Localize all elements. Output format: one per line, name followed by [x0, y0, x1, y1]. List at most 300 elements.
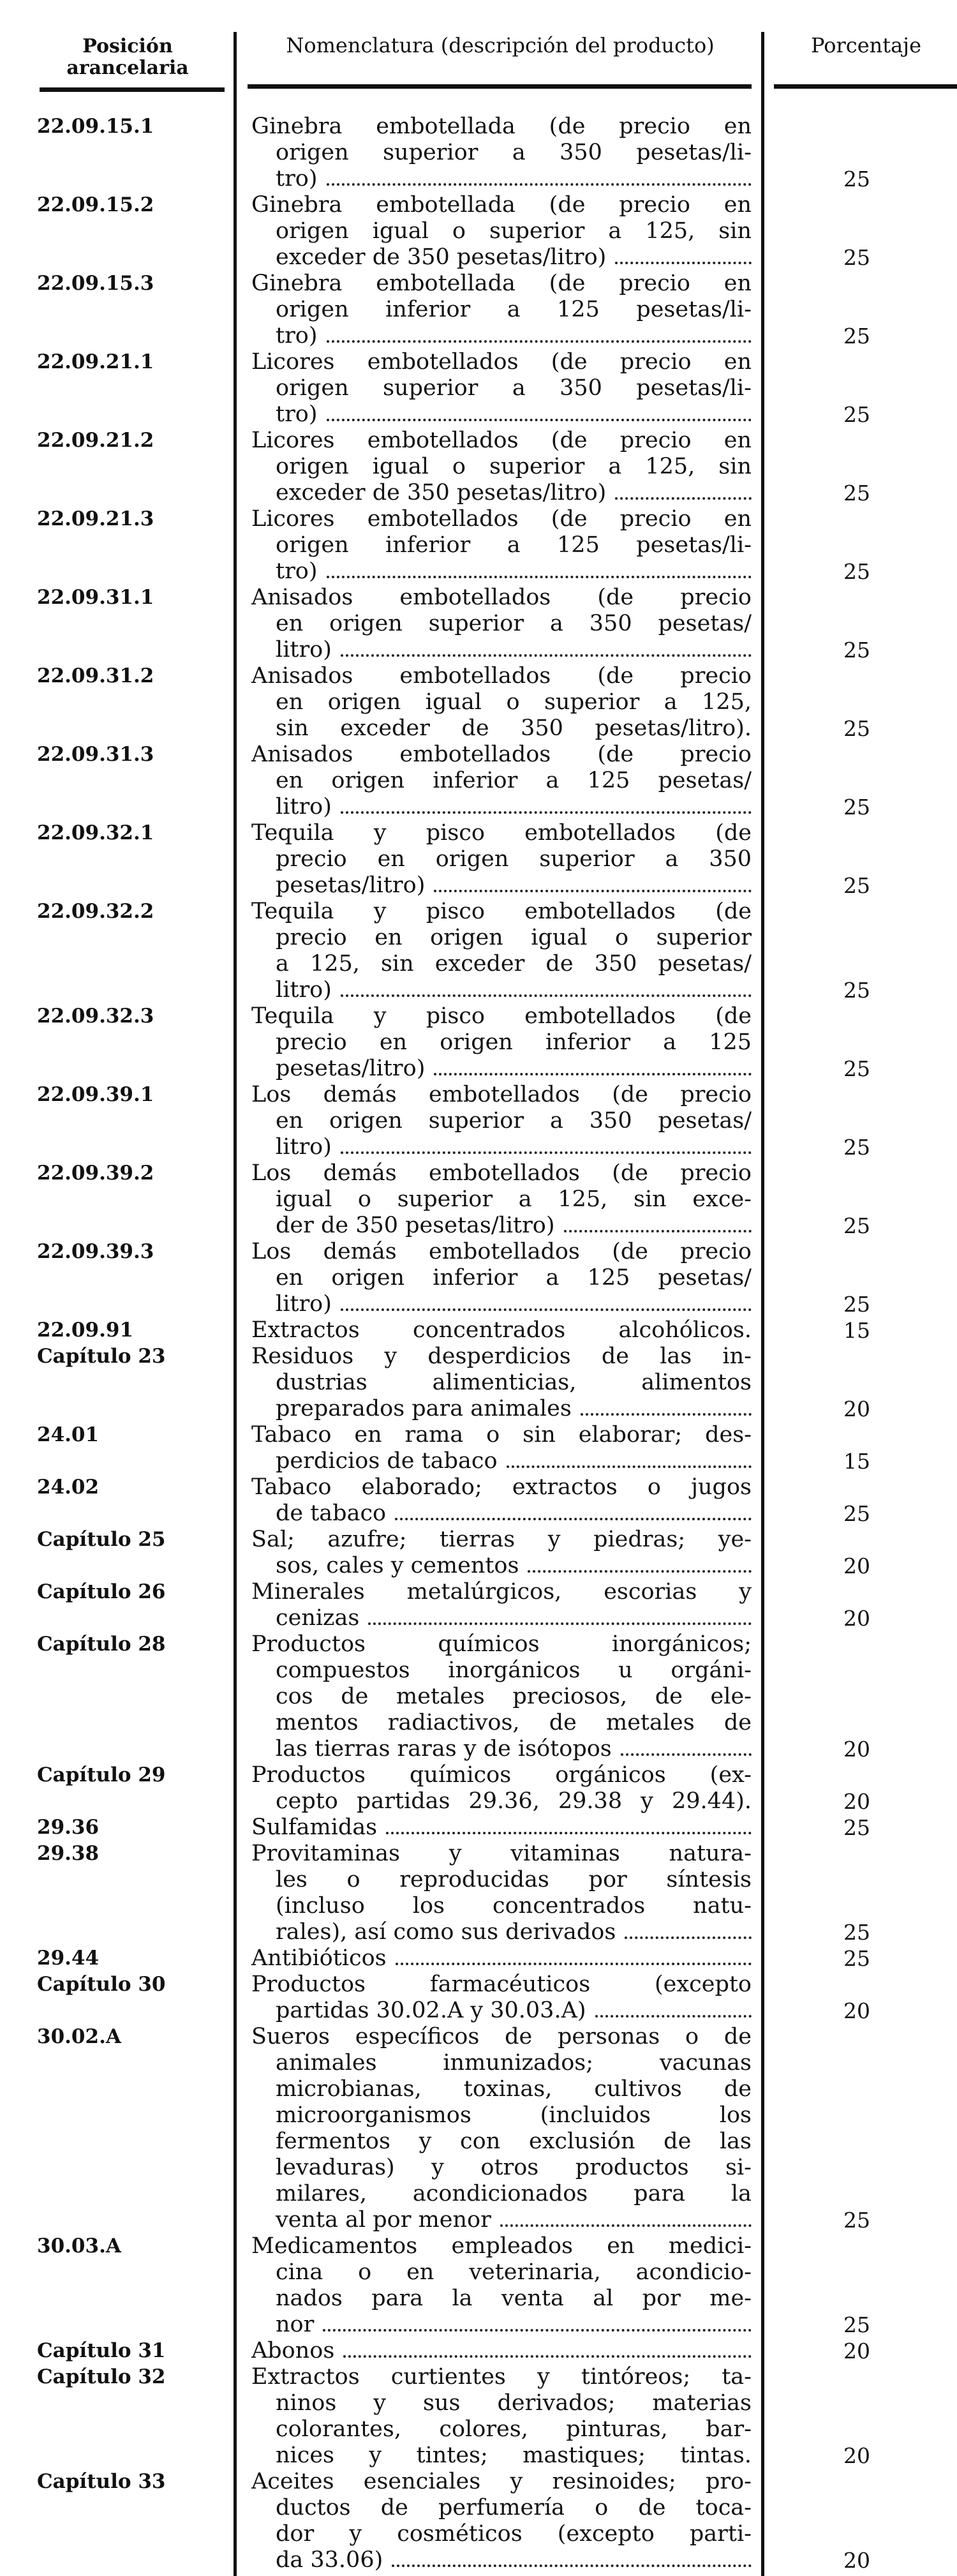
tariff-code-empty	[0, 2050, 237, 2076]
tariff-code-empty	[0, 977, 237, 1003]
dot-leader	[434, 890, 752, 892]
tariff-code: Capítulo 26	[37, 1580, 166, 1603]
table-row-line	[0, 1553, 957, 1579]
tariff-code-empty	[0, 2390, 237, 2416]
table-row-line	[0, 2259, 957, 2286]
table-row-line	[0, 794, 957, 820]
tariff-code-empty	[0, 1710, 237, 1736]
description-cell	[237, 1945, 763, 1972]
table-row-line	[0, 872, 957, 899]
description-cell	[237, 637, 763, 663]
tariff-code-empty	[0, 323, 237, 349]
table-row-line	[0, 506, 957, 532]
header-position: Posición arancelaria	[66, 35, 189, 79]
table-row-line	[0, 846, 957, 872]
description-line: Tequila y pisco embotellados (de	[251, 899, 752, 924]
dot-leader	[615, 262, 752, 264]
tariff-code: 22.09.15.3	[37, 272, 154, 295]
description-cell	[237, 1762, 763, 1788]
table-row-line	[0, 2364, 957, 2390]
table-row-line	[0, 297, 957, 323]
description-cell	[237, 2181, 763, 2207]
percentage: 25	[843, 978, 870, 1003]
dot-leader	[392, 2565, 752, 2567]
description-line: Licores embotellados (de precio en	[251, 506, 752, 532]
percentage-empty	[763, 2076, 957, 2102]
description-cell	[237, 1527, 763, 1553]
tariff-code-empty	[0, 637, 237, 663]
table-row-line	[0, 2233, 957, 2259]
description-cell	[237, 2076, 763, 2102]
description-cell	[237, 2416, 763, 2443]
tariff-code: 30.02.A	[37, 2025, 121, 2048]
percentage: 20	[843, 1554, 870, 1578]
description-cell	[237, 611, 763, 637]
percentage-empty	[763, 742, 957, 768]
description-line: en origen inferior a 125 pesetas/	[276, 1265, 752, 1291]
description-line: compuestos inorgánicos u orgáni-	[276, 1658, 752, 1683]
description-line: nados para la venta al por me-	[276, 2286, 752, 2311]
percentage: 20	[843, 2443, 870, 2468]
description-cell	[237, 820, 763, 846]
table-row-line	[0, 1631, 957, 1658]
description-line: origen superior a 350 pesetas/li-	[276, 375, 752, 401]
description-line: Sueros específicos de personas o de	[251, 2024, 752, 2049]
header-description: Nomenclatura (descripción del producto)	[286, 33, 715, 57]
dot-leader	[396, 1963, 752, 1965]
table-row-line	[0, 1762, 957, 1788]
description-line: precio en origen inferior a 125	[276, 1030, 752, 1055]
dot-leader	[341, 1308, 752, 1311]
description-cell	[237, 2312, 763, 2338]
percentage-empty	[763, 2259, 957, 2286]
description-cell	[237, 1998, 763, 2024]
description-cell	[237, 1631, 763, 1658]
tariff-code-empty	[0, 1291, 237, 1317]
table-row-line	[0, 166, 957, 192]
table-row-line	[0, 401, 957, 428]
tariff-code-empty	[0, 532, 237, 558]
table-row-line	[0, 2286, 957, 2312]
percentage: 25	[843, 324, 870, 348]
percentage-empty	[763, 2390, 957, 2416]
table-row-line	[0, 742, 957, 768]
description-cell	[237, 925, 763, 951]
percentage-empty	[763, 532, 957, 558]
percentage: 20	[843, 1606, 870, 1631]
description-line: (incluso los concentrados natu-	[276, 1893, 752, 1919]
description-cell	[237, 1684, 763, 1710]
table-row-line	[0, 2207, 957, 2233]
dot-leader	[564, 1230, 752, 1232]
tariff-code-empty	[0, 1605, 237, 1631]
tariff-code-empty	[0, 2181, 237, 2207]
dot-leader	[341, 994, 752, 997]
tariff-code-empty	[0, 1056, 237, 1082]
tariff-code-empty	[0, 1370, 237, 1396]
dot-leader	[327, 340, 752, 343]
table-row-line	[0, 349, 957, 375]
percentage-empty	[763, 1265, 957, 1291]
table-row-line	[0, 375, 957, 401]
table-row-line	[0, 1108, 957, 1134]
description-cell	[237, 1291, 763, 1317]
description-cell	[237, 977, 763, 1003]
percentage: 20	[843, 2339, 870, 2363]
description-line: microorganismos (incluidos los	[276, 2102, 752, 2128]
description-line: tro)	[276, 401, 318, 427]
table-row-line	[0, 1736, 957, 1762]
dot-leader	[500, 2224, 752, 2227]
percentage: 25	[843, 167, 870, 191]
dot-leader	[343, 2355, 752, 2358]
percentage-empty	[763, 1893, 957, 1919]
tariff-code-empty	[0, 1867, 237, 1893]
percentage: 25	[843, 2312, 870, 2337]
description-cell	[237, 2024, 763, 2050]
description-cell	[237, 244, 763, 271]
table-row-line	[0, 768, 957, 794]
percentage-empty	[763, 951, 957, 977]
table-row-line	[0, 1605, 957, 1631]
description-line: Tabaco elaborado; extractos o jugos	[251, 1474, 752, 1500]
percentage-empty	[763, 925, 957, 951]
description-cell	[237, 375, 763, 401]
tariff-code-empty	[0, 715, 237, 742]
tariff-code-empty	[0, 375, 237, 401]
description-cell	[237, 1788, 763, 1815]
percentage-empty	[763, 1187, 957, 1213]
table-row-line	[0, 977, 957, 1003]
description-line: Anisados embotellados (de precio	[251, 663, 752, 689]
table-row-line	[0, 2416, 957, 2443]
tariff-code-empty	[0, 1187, 237, 1213]
table-row-line	[0, 271, 957, 297]
tariff-code-empty	[0, 140, 237, 166]
dot-leader	[581, 1413, 752, 1416]
tariff-code-empty	[0, 768, 237, 794]
percentage-empty	[763, 1474, 957, 1501]
tariff-code-empty	[0, 2286, 237, 2312]
description-cell	[237, 271, 763, 297]
percentage-empty	[763, 349, 957, 375]
description-cell	[237, 1893, 763, 1919]
description-cell	[237, 1815, 763, 1841]
description-line: pesetas/litro)	[276, 1056, 426, 1081]
tariff-code-empty	[0, 1658, 237, 1684]
tariff-code: 22.09.21.3	[37, 507, 154, 530]
percentage-empty	[763, 1239, 957, 1265]
description-cell	[237, 1056, 763, 1082]
percentage-empty	[763, 1867, 957, 1893]
description-cell	[237, 2129, 763, 2155]
tariff-code-empty	[0, 1736, 237, 1762]
description-cell	[237, 480, 763, 506]
dot-leader	[327, 576, 752, 578]
header-percentage: Porcentaje	[810, 33, 922, 57]
percentage-empty	[763, 2155, 957, 2181]
description-line: preparados para animales	[276, 1396, 572, 1421]
description-line: litro)	[276, 794, 332, 820]
table-row-line	[0, 2181, 957, 2207]
description-cell	[237, 1187, 763, 1213]
tariff-code: 22.09.39.2	[37, 1162, 154, 1185]
tariff-code-empty	[0, 1213, 237, 1239]
table-row-line	[0, 2076, 957, 2102]
description-line: igual o superior a 125, sin exce-	[276, 1187, 752, 1212]
tariff-code: 24.02	[37, 1476, 100, 1499]
dot-leader	[395, 1518, 752, 1520]
dot-leader	[528, 1570, 752, 1573]
tariff-code-empty	[0, 611, 237, 637]
tariff-code: Capítulo 28	[37, 1633, 166, 1656]
percentage-empty	[763, 297, 957, 323]
description-line: Productos farmacéuticos (excepto	[251, 1972, 752, 1997]
table-row-line	[0, 1684, 957, 1710]
tariff-table-body	[0, 114, 957, 2573]
description-cell	[237, 1134, 763, 1160]
tariff-code-empty	[0, 2129, 237, 2155]
tariff-code-empty	[0, 1998, 237, 2024]
table-row-line	[0, 428, 957, 454]
table-row-line	[0, 218, 957, 244]
table-row-line	[0, 1291, 957, 1317]
description-cell	[237, 1736, 763, 1762]
table-row-line	[0, 532, 957, 558]
tariff-code-empty	[0, 401, 237, 428]
description-cell	[237, 1396, 763, 1422]
percentage-empty	[763, 1422, 957, 1448]
description-line: en origen igual o superior a 125,	[276, 689, 752, 715]
percentage-empty	[763, 2181, 957, 2207]
table-row-line	[0, 323, 957, 349]
description-cell	[237, 192, 763, 218]
description-line: sin exceder de 350 pesetas/litro).	[276, 715, 752, 741]
description-line: Extractos curtientes y tintóreos; ta-	[251, 2364, 752, 2390]
percentage-empty	[763, 689, 957, 715]
tariff-code: Capítulo 23	[37, 1345, 166, 1368]
tariff-code-empty	[0, 1788, 237, 1815]
description-line: ninos y sus derivados; materias	[276, 2390, 752, 2416]
percentage-empty	[763, 454, 957, 480]
table-row-line	[0, 1893, 957, 1919]
percentage: 25	[843, 1815, 870, 1840]
description-line: litro)	[276, 1134, 332, 1160]
table-row-line	[0, 1945, 957, 1972]
description-cell	[237, 401, 763, 428]
description-line: Productos químicos orgánicos (ex-	[251, 1762, 752, 1788]
tariff-code: 22.09.31.1	[37, 586, 154, 609]
table-row-line	[0, 1710, 957, 1736]
tariff-code: Capítulo 30	[37, 1973, 166, 1996]
percentage: 20	[843, 1789, 870, 1814]
description-cell	[237, 1553, 763, 1579]
table-row-line	[0, 585, 957, 611]
description-line: venta al por menor	[276, 2207, 491, 2233]
tariff-code-empty	[0, 951, 237, 977]
tariff-code-empty	[0, 2076, 237, 2102]
description-line: milares, acondicionados para la	[276, 2181, 752, 2206]
percentage-empty	[763, 114, 957, 140]
table-row-line	[0, 1527, 957, 1553]
description-cell	[237, 297, 763, 323]
tariff-code-empty	[0, 244, 237, 271]
description-line: Ginebra embotellada (de precio en	[251, 271, 752, 296]
description-line: partidas 30.02.A y 30.03.A)	[276, 1998, 586, 2023]
description-line: de tabaco	[276, 1501, 387, 1526]
table-row-line	[0, 1867, 957, 1893]
percentage: 25	[843, 1213, 870, 1238]
percentage: 25	[843, 1501, 870, 1526]
percentage: 20	[843, 1737, 870, 1762]
tariff-code-empty	[0, 480, 237, 506]
percentage-empty	[763, 768, 957, 794]
description-line: cenizas	[276, 1605, 360, 1631]
description-cell	[237, 1972, 763, 1998]
percentage: 25	[843, 873, 870, 898]
table-row-line	[0, 2469, 957, 2495]
tariff-code: 22.09.39.1	[37, 1083, 154, 1106]
percentage-empty	[763, 2050, 957, 2076]
description-cell	[237, 585, 763, 611]
tariff-code: Capítulo 31	[37, 2339, 166, 2362]
tariff-code-empty	[0, 454, 237, 480]
tariff-code-empty	[0, 2207, 237, 2233]
percentage: 25	[843, 795, 870, 820]
tariff-code: 22.09.15.2	[37, 193, 154, 216]
tariff-code-empty	[0, 1108, 237, 1134]
table-row-line	[0, 2495, 957, 2521]
dot-leader	[341, 1151, 752, 1154]
percentage-empty	[763, 1710, 957, 1736]
header-rule-left	[40, 87, 225, 92]
tariff-code-empty	[0, 1134, 237, 1160]
description-cell	[237, 140, 763, 166]
table-row-line	[0, 1972, 957, 1998]
tariff-code: 22.09.39.3	[37, 1240, 154, 1263]
description-cell	[237, 1160, 763, 1187]
description-line: sos, cales y cementos	[276, 1553, 519, 1578]
description-line: Productos químicos inorgánicos;	[251, 1631, 752, 1657]
tariff-code: 22.09.91	[37, 1319, 134, 1342]
table-row-line	[0, 2312, 957, 2338]
description-cell	[237, 1658, 763, 1684]
percentage-empty	[763, 2495, 957, 2521]
tariff-code-empty	[0, 1030, 237, 1056]
description-cell	[237, 1108, 763, 1134]
tariff-code-empty	[0, 297, 237, 323]
description-line: Extractos concentrados alcohólicos.	[251, 1317, 752, 1343]
description-line: exceder de 350 pesetas/litro)	[276, 480, 607, 505]
table-row-line	[0, 951, 957, 977]
percentage-empty	[763, 428, 957, 454]
description-cell	[237, 689, 763, 715]
description-cell	[237, 1579, 763, 1605]
description-cell	[237, 2521, 763, 2547]
description-line: colorantes, colores, pinturas, bar-	[276, 2416, 752, 2442]
description-line: nices y tintes; mastiques; tintas.	[276, 2443, 752, 2468]
description-cell	[237, 794, 763, 820]
description-line: Los demás embotellados (de precio	[251, 1082, 752, 1107]
header-rule-right	[774, 84, 957, 89]
description-cell	[237, 2050, 763, 2076]
table-row-line	[0, 637, 957, 663]
description-line: Anisados embotellados (de precio	[251, 742, 752, 767]
description-line: Ginebra embotellada (de precio en	[251, 114, 752, 139]
dot-leader	[327, 419, 752, 421]
tariff-code: 24.01	[37, 1423, 100, 1446]
description-cell	[237, 2338, 763, 2364]
tariff-code: 22.09.21.2	[37, 429, 154, 452]
tariff-code: 22.09.15.1	[37, 115, 154, 138]
percentage-empty	[763, 820, 957, 846]
table-row-line	[0, 2155, 957, 2181]
tariff-code: 29.36	[37, 1816, 100, 1839]
dot-leader	[625, 1936, 752, 1939]
dot-leader	[341, 811, 752, 814]
percentage: 25	[843, 638, 870, 663]
table-row-line	[0, 2024, 957, 2050]
percentage-empty	[763, 2102, 957, 2129]
tariff-code: 30.03.A	[37, 2235, 121, 2258]
tariff-code-empty	[0, 2495, 237, 2521]
description-cell	[237, 1370, 763, 1396]
description-cell	[237, 532, 763, 558]
description-cell	[237, 2390, 763, 2416]
dot-leader	[341, 654, 752, 657]
tariff-code-empty	[0, 1919, 237, 1945]
description-line: nor	[276, 2312, 315, 2337]
percentage: 25	[843, 1292, 870, 1317]
percentage-empty	[763, 846, 957, 872]
tariff-code: Capítulo 25	[37, 1528, 166, 1551]
description-line: litro)	[276, 1291, 332, 1317]
percentage-empty	[763, 1370, 957, 1396]
dot-leader	[368, 1622, 752, 1625]
description-cell	[237, 2155, 763, 2181]
description-cell	[237, 1344, 763, 1370]
tariff-code-empty	[0, 2416, 237, 2443]
dot-leader	[327, 183, 752, 186]
tariff-code-empty	[0, 2102, 237, 2129]
description-cell	[237, 1239, 763, 1265]
table-row-line	[0, 2521, 957, 2547]
description-line: Licores embotellados (de precio en	[251, 349, 752, 375]
description-cell	[237, 899, 763, 925]
table-row-line	[0, 2129, 957, 2155]
percentage-empty	[763, 1082, 957, 1108]
percentage-empty	[763, 1160, 957, 1187]
description-line: Antibióticos	[251, 1945, 387, 1971]
description-line: en origen inferior a 125 pesetas/	[276, 768, 752, 793]
description-cell	[237, 349, 763, 375]
description-line: Los demás embotellados (de precio	[251, 1160, 752, 1186]
description-cell	[237, 506, 763, 532]
description-cell	[237, 1422, 763, 1448]
description-line: exceder de 350 pesetas/litro)	[276, 244, 607, 270]
dot-leader	[507, 1465, 752, 1468]
percentage-empty	[763, 140, 957, 166]
table-row-line	[0, 1344, 957, 1370]
description-line: tro)	[276, 323, 318, 348]
tariff-code-empty	[0, 1265, 237, 1291]
description-cell	[237, 1605, 763, 1631]
description-line: dustrias alimenticias, alimentos	[276, 1370, 752, 1395]
table-row-line	[0, 192, 957, 218]
percentage: 25	[843, 245, 870, 270]
tariff-code: 22.09.31.2	[37, 664, 154, 687]
description-cell	[237, 166, 763, 192]
